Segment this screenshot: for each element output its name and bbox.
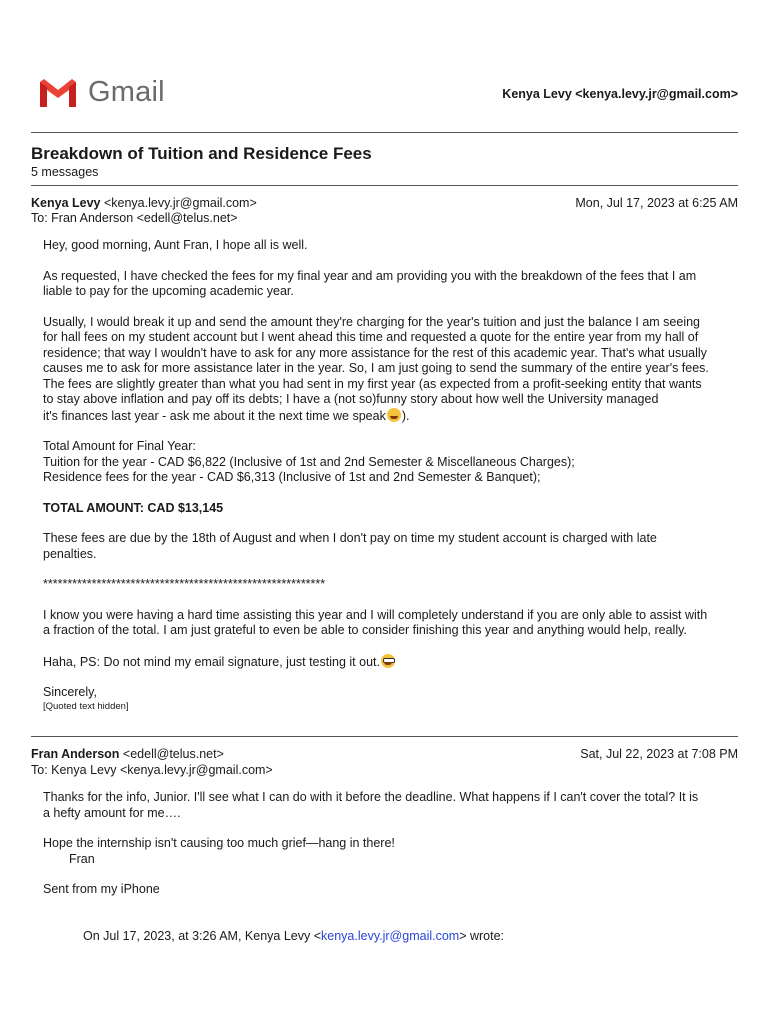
- message-1-body: [43, 238, 743, 713]
- quoted-text-toggle[interactable]: [Quoted text hidden]: [43, 700, 129, 712]
- message-count: 5 messages: [31, 165, 99, 179]
- message-1-date: Mon, Jul 17, 2023 at 6:25 AM: [575, 196, 738, 210]
- message-2-date: Sat, Jul 22, 2023 at 7:08 PM: [580, 747, 738, 761]
- header-divider: [31, 132, 738, 133]
- message-2-recipient: To: Kenya Levy <kenya.levy.jr@gmail.com>: [31, 763, 273, 777]
- message-1-recipient: To: Fran Anderson <edell@telus.net>: [31, 211, 238, 225]
- email-link[interactable]: kenya.levy.jr@gmail.com: [321, 929, 460, 943]
- message-1-sender: [31, 195, 257, 211]
- nerd-face-icon: [381, 654, 395, 668]
- gmail-m-icon: [36, 74, 80, 110]
- greeting: Hey, good morning, Aunt Fran, I hope all is well.: [43, 238, 308, 252]
- paragraph: [43, 315, 743, 425]
- quote-suffix: > wrote:: [459, 929, 505, 943]
- quote-prefix: On Jul 17, 2023, at 3:26 AM, Kenya Levy <: [83, 929, 322, 943]
- paragraph-end: ).: [401, 408, 410, 423]
- paragraph-text: Usually, I would break it up and send the amount they're charging for the year's tuition and just the balance I am seeing for hall fees on my student account but I went ahead this time and requested a quote for the entire year from my hall of residence; that way I wouldn't have to ask for any more assistance for the rest of this academic year. That's what usually causes me to ask for more assistance later in the year. So, I am just going to send the summary of the entire year's fees. The fees are slightly greater than what you had sent in my first year (as expected from a profit-seeking entity that wants to stay above inflation and pay off its debts; I have a (not so)funny story about how well the University managed it's finances last year - ask me about it the next time we speak: [43, 314, 709, 423]
- sender-email: <edell@telus.net>: [122, 747, 224, 761]
- message-2-sender: [31, 746, 224, 762]
- sender-email: <kenya.levy.jr@gmail.com>: [103, 196, 257, 210]
- sent-from-line: Sent from my iPhone: [43, 882, 160, 896]
- paragraph: Hope the internship isn't causing too much grief—hang in there!: [43, 836, 395, 850]
- signature: Fran: [69, 851, 95, 866]
- separator-stars: **********************************************************: [43, 577, 326, 591]
- paragraph: I know you were having a hard time assisting this year and I will completely understand if you are only able to assist with a fraction of the total. I am just grateful to even be able to consider finishing this year and anything would help, really.: [43, 607, 708, 637]
- thread-divider: [31, 185, 738, 186]
- paragraph: [43, 654, 743, 671]
- account-label: Kenya Levy <kenya.levy.jr@gmail.com>: [502, 87, 738, 101]
- paragraph-text: Haha, PS: Do not mind my email signature, just testing it out.: [43, 654, 380, 669]
- paragraph: Thanks for the info, Junior. I'll see what I can do with it before the deadline. What happens if I can't cover the total? It is a hefty amount for me….: [43, 790, 699, 820]
- quote-attribution: [83, 928, 504, 944]
- total-amount: TOTAL AMOUNT: CAD $13,145: [43, 500, 224, 515]
- fee-breakdown: Total Amount for Final Year: Tuition for the year - CAD $6,822 (Inclusive of 1st and 2nd Semester & Miscellaneous Charges); Residence fees for the year - CAD $6,313 (Inclusive of 1st and 2nd Semester & Banquet);: [43, 439, 575, 484]
- paragraph: As requested, I have checked the fees for my final year and am providing you with the breakdown of the fees that I am liable to pay for the upcoming academic year.: [43, 268, 697, 298]
- face-with-tears-of-joy-icon: [387, 408, 401, 422]
- sender-name: Fran Anderson: [31, 747, 120, 761]
- message-2-body: [43, 790, 743, 898]
- paragraph: These fees are due by the 18th of August and when I don't pay on time my student account is charged with late penalties.: [43, 531, 657, 561]
- message-divider: [31, 736, 738, 737]
- sender-name: Kenya Levy: [31, 196, 101, 210]
- signoff: Sincerely,: [43, 685, 97, 699]
- thread-subject: Breakdown of Tuition and Residence Fees: [31, 144, 372, 163]
- gmail-wordmark: Gmail: [88, 76, 165, 108]
